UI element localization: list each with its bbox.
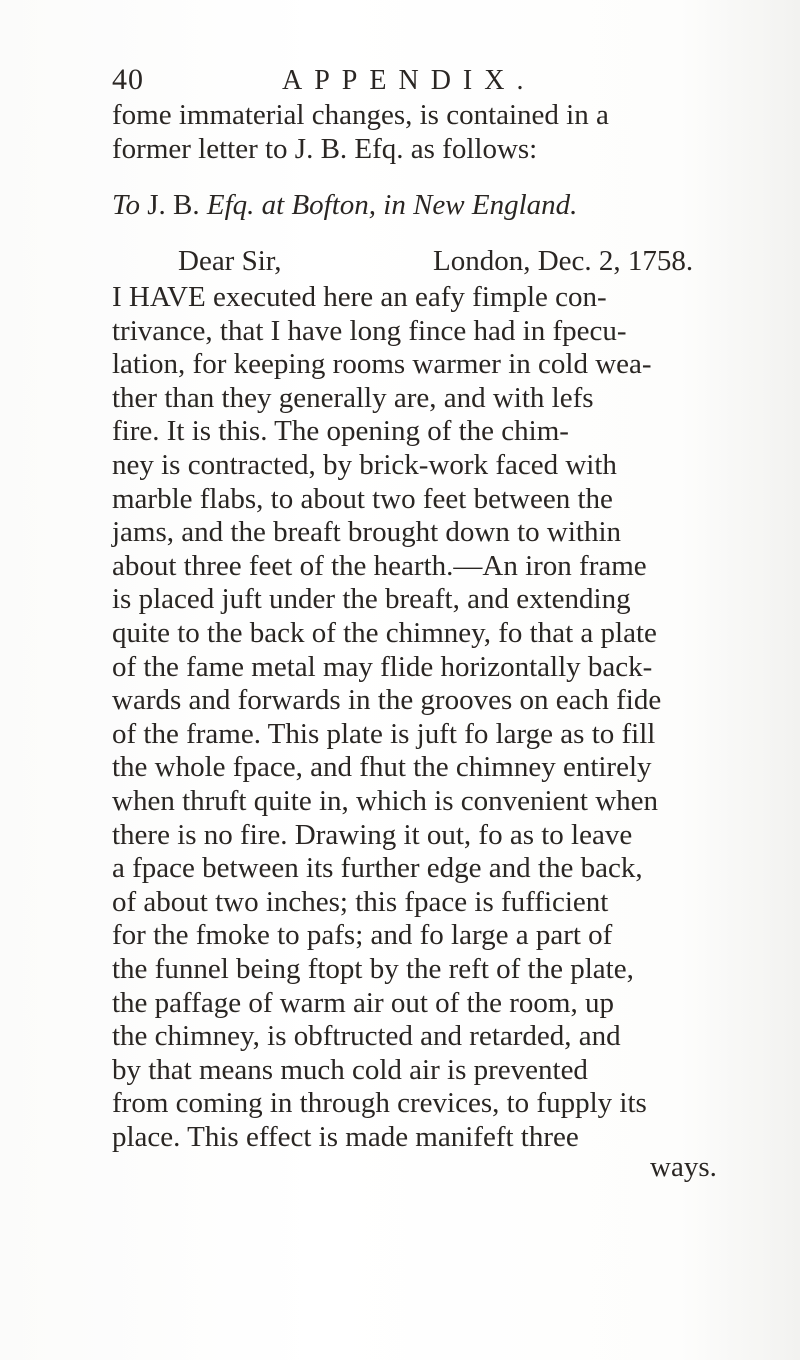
text-line: the paffage of warm air out of the room, up xyxy=(112,986,614,1019)
text-line: of the frame. This plate is juft fo large as to fill xyxy=(112,717,656,750)
text-line: a fpace between its further edge and the back, xyxy=(112,852,643,885)
page-header xyxy=(112,63,562,103)
page-number: 40 xyxy=(112,63,144,96)
text-line: ney is contracted, by brick-work faced with xyxy=(112,449,617,481)
dateline xyxy=(178,244,738,278)
salutation: Dear Sir, xyxy=(178,245,282,277)
text-line: I HAVE executed here an eafy fimple con- xyxy=(112,281,607,313)
text-line: quite to the back of the chimney, fo that a plate xyxy=(112,617,657,649)
address-line xyxy=(112,188,577,222)
text-line: for the fmoke to pafs; and fo large a part of xyxy=(112,919,613,952)
address-to: To xyxy=(112,189,140,221)
text-line: of about two inches; this fpace is fufficient xyxy=(112,885,609,918)
text-line: ther than they generally are, and with lefs xyxy=(112,381,594,414)
running-head: APPENDIX. xyxy=(282,65,536,96)
place-date: London, Dec. 2, 1758. xyxy=(433,245,694,277)
text-line: about three feet of the hearth.—An iron frame xyxy=(112,549,647,582)
text-line: fome immaterial changes, is contained in a xyxy=(112,99,609,131)
text-line: of the fame metal may flide horizontally back- xyxy=(112,650,653,683)
text-line: from coming in through crevices, to fupply its xyxy=(112,1087,647,1120)
text-line: by that means much cold air is prevented xyxy=(112,1053,588,1086)
text-line: wards and forwards in the grooves on each fide xyxy=(112,684,662,717)
address-rest: Efq. at Bofton, in New England. xyxy=(206,189,578,221)
address-name: J. B. xyxy=(147,189,200,221)
text-line: the whole fpace, and fhut the chimney entirely xyxy=(112,751,652,784)
text-line: is placed juft under the breaft, and extending xyxy=(112,583,631,616)
text-line: marble flabs, to about two feet between the xyxy=(112,482,613,515)
text-line: when thruft quite in, which is convenient when xyxy=(112,785,659,817)
text-line: former letter to J. B. Efq. as follows: xyxy=(112,133,538,165)
text-line: the chimney, is obftructed and retarded, and xyxy=(112,1020,621,1053)
catchword: ways. xyxy=(650,1151,717,1183)
text-line: there is no fire. Drawing it out, fo as to leave xyxy=(112,818,633,851)
text-line: place. This effect is made manifeft three xyxy=(112,1121,579,1153)
text-line: jams, and the breaft brought down to within xyxy=(112,516,622,549)
text-line: trivance, that I have long fince had in fpecu- xyxy=(112,314,627,347)
text-line: fire. It is this. The opening of the chim- xyxy=(112,415,569,448)
text-line: the funnel being ftopt by the reft of the plate, xyxy=(112,953,634,985)
text-line: lation, for keeping rooms warmer in cold wea- xyxy=(112,348,652,381)
